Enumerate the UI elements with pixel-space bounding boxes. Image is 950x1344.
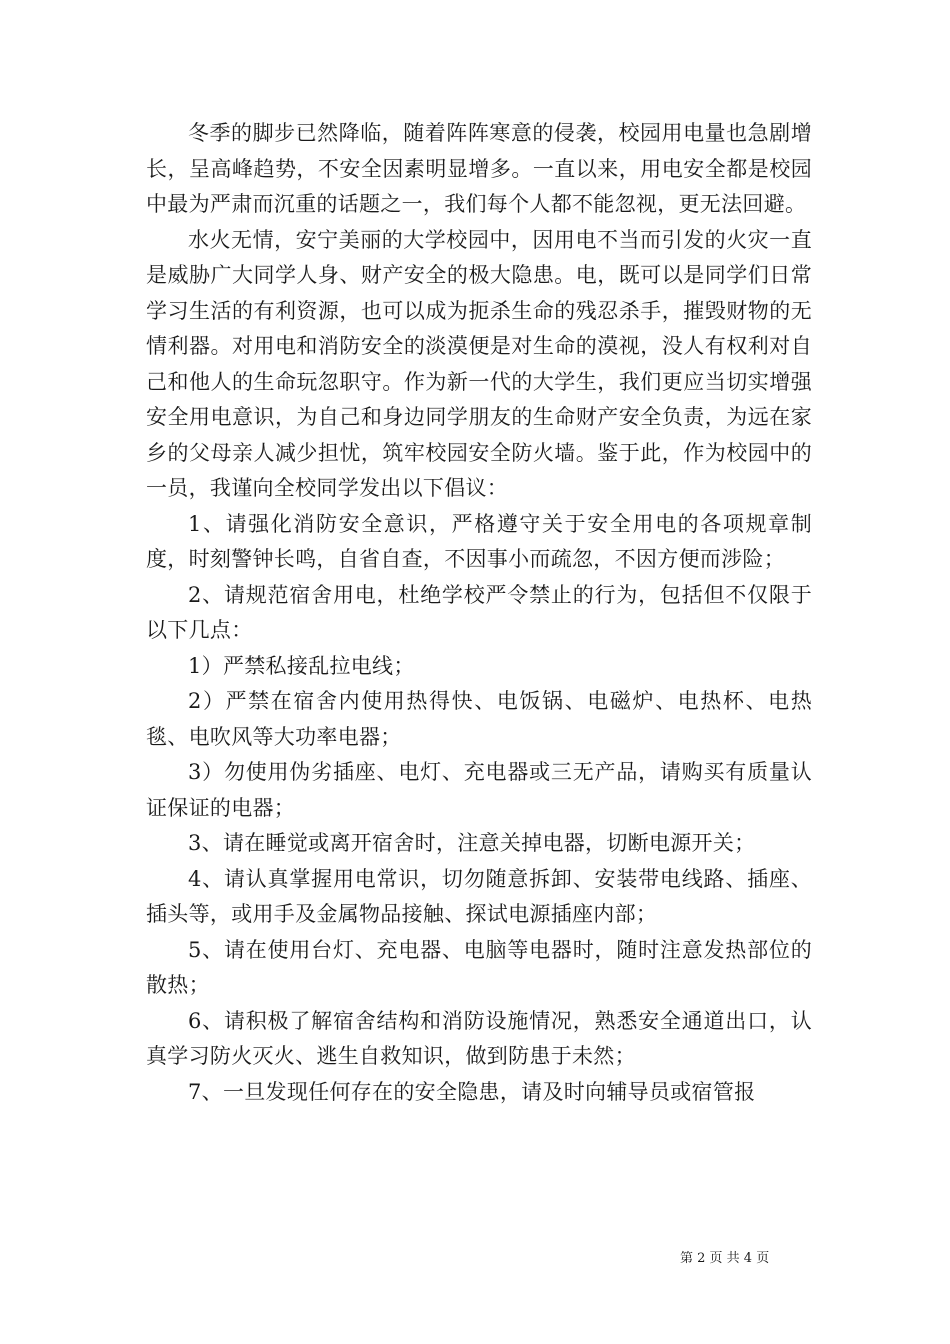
proposal-item-7: 7、一旦发现任何存在的安全隐患，请及时向辅导员或宿管报	[188, 1079, 756, 1104]
proposal-item-5: 5、请在使用台灯、充电器、电脑等电器时，随时注意发热部位的散热；	[146, 937, 812, 997]
proposal-item-2: 2、请规范宿舍用电，杜绝学校严令禁止的行为，包括但不仅限于以下几点：	[146, 582, 812, 642]
proposal-item-3: 3、请在睡觉或离开宿舍时，注意关掉电器，切断电源开关；	[188, 831, 756, 855]
document-body	[146, 116, 812, 1110]
proposal-item-6: 6、请积极了解宿舍结构和消防设施情况，熟悉安全通道出口，认真学习防火灭火、逃生自救知识，做到防患于未然；	[146, 1008, 812, 1068]
paragraph-main: 水火无情，安宁美丽的大学校园中，因用电不当而引发的火灾一直是威胁广大同学人身、财产安全的极大隐患。电，既可以是同学们日常学习生活的有利资源，也可以成为扼杀生命的残忍杀手，摧毁财物的无情利器。对用电和消防安全的淡漠便是对生命的漠视，没人有权利对自己和他人的生命玩忽职守。作为新一代的大学生，我们更应当切实增强安全用电意识，为自己和身边同学朋友的生命财产安全负责，为远在家乡的父母亲人减少担忧，筑牢校园安全防火墙。鉴于此，作为校园中的一员，我谨向全校同学发出以下倡议：	[146, 227, 812, 500]
proposal-subitem-1: 1）严禁私接乱拉电线；	[188, 653, 415, 678]
proposal-item-1: 1、请强化消防安全意识，严格遵守关于安全用电的各项规章制度，时刻警钟长鸣，自省自查，不因事小而疏忽，不因方便而涉险；	[146, 511, 812, 571]
proposal-item-4: 4、请认真掌握用电常识，切勿随意拆卸、安装带电线路、插座、插头等，或用手及金属物品接触、探试电源插座内部；	[146, 866, 812, 926]
page-number: 第 2 页 共 4 页	[680, 1251, 770, 1266]
paragraph-intro: 冬季的脚步已然降临，随着阵阵寒意的侵袭，校园用电量也急剧增长，呈高峰趋势，不安全因素明显增多。一直以来，用电安全都是校园中最为严肃而沉重的话题之一，我们每个人都不能忽视，更无法回避。	[146, 121, 812, 216]
proposal-subitem-2: 2）严禁在宿舍内使用热得快、电饭锅、电磁炉、电热杯、电热毯、电吹风等大功率电器；	[146, 689, 812, 749]
proposal-subitem-3: 3）勿使用伪劣插座、电灯、充电器或三无产品，请购买有质量认证保证的电器；	[146, 760, 812, 820]
